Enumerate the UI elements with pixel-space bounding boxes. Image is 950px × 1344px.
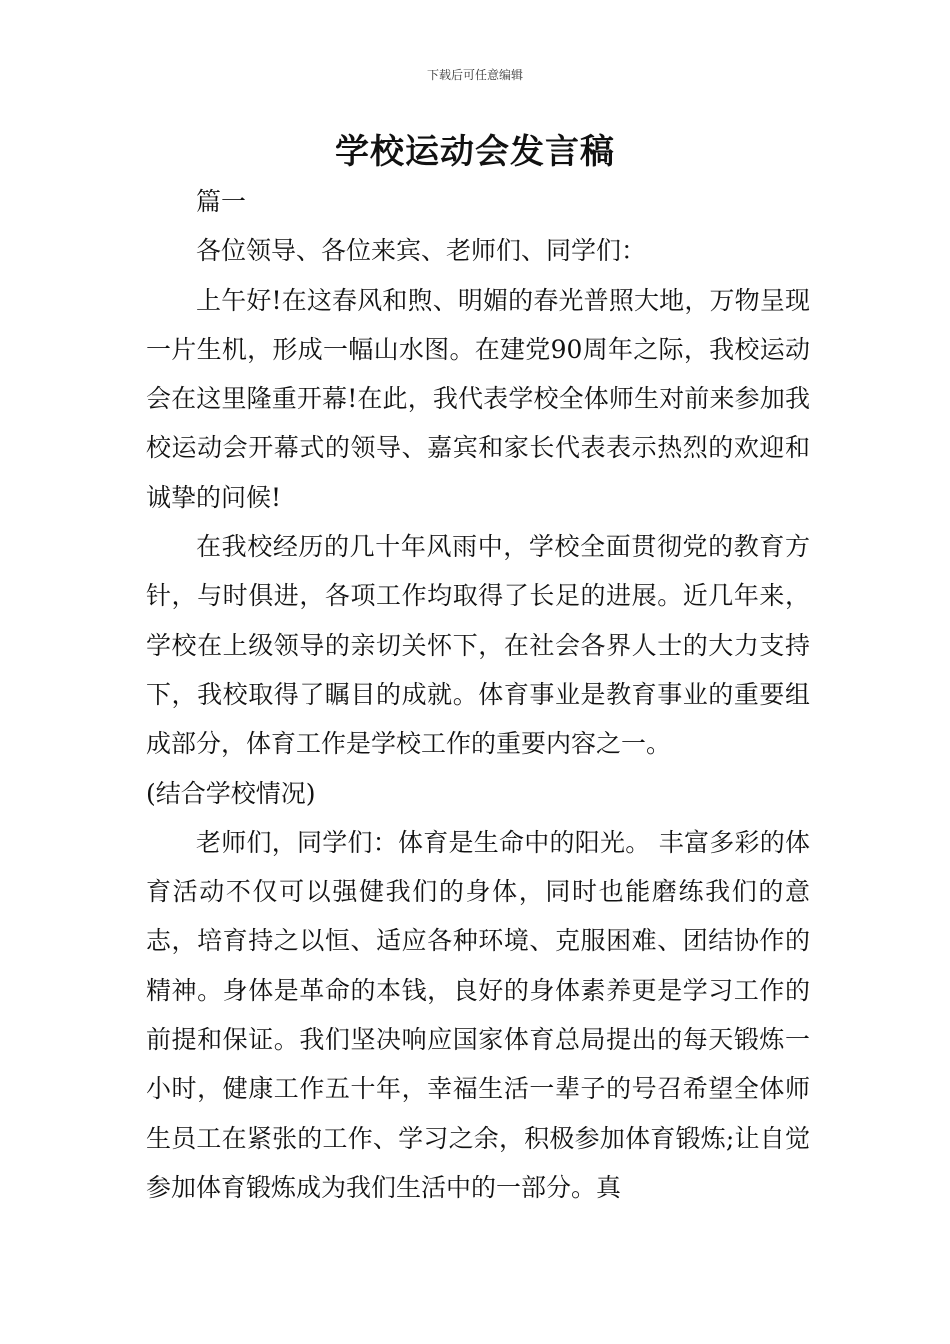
section-label: 篇一: [196, 187, 247, 216]
header-note: 下载后可任意编辑: [426, 68, 523, 82]
salutation: 各位领导、各位来宾、老师们、同学们：: [196, 236, 647, 266]
paragraph-sports-spirit: 老师们，同学们：体育是生命中的阳光。 丰富多彩的体育活动不仅可以强健我们的身体，同时也能磨练我们的意志，培育持之以恒、适应各种环境、克服困难、团结协作的精神。身体是革命的本钱，良好的身体素养更是学习工作的前提和保证。我们坚决响应国家体育总局提出的每天锻炼一小时，健康工作五十年，幸福生活一辈子的号召希望全体师生员工在紧张的工作、学习之余，积极参加体育锻炼;让自觉参加体育锻炼成为我们生活中的一部分。真: [146, 827, 810, 1202]
paragraph-greeting: 上午好!在这春风和煦、明媚的春光普照大地，万物呈现一片生机，形成一幅山水图。在建党90周年之际，我校运动会在这里隆重开幕!在此，我代表学校全体师生对前来参加我校运动会开幕式的领导、嘉宾和家长代表表示热烈的欢迎和诚挚的问候!: [146, 285, 810, 512]
document-body: [146, 177, 810, 1212]
paragraph-note: (结合学校情况): [146, 778, 316, 808]
document-title: 学校运动会发言稿: [335, 132, 615, 172]
paragraph-school-history: 在我校经历的几十年风雨中，学校全面贯彻党的教育方针，与时俱进，各项工作均取得了长足的进展。近几年来，学校在上级领导的亲切关怀下，在社会各界人士的大力支持下，我校取得了瞩目的成就。体育事业是教育事业的重要组成部分，体育工作是学校工作的重要内容之一。: [146, 532, 810, 759]
